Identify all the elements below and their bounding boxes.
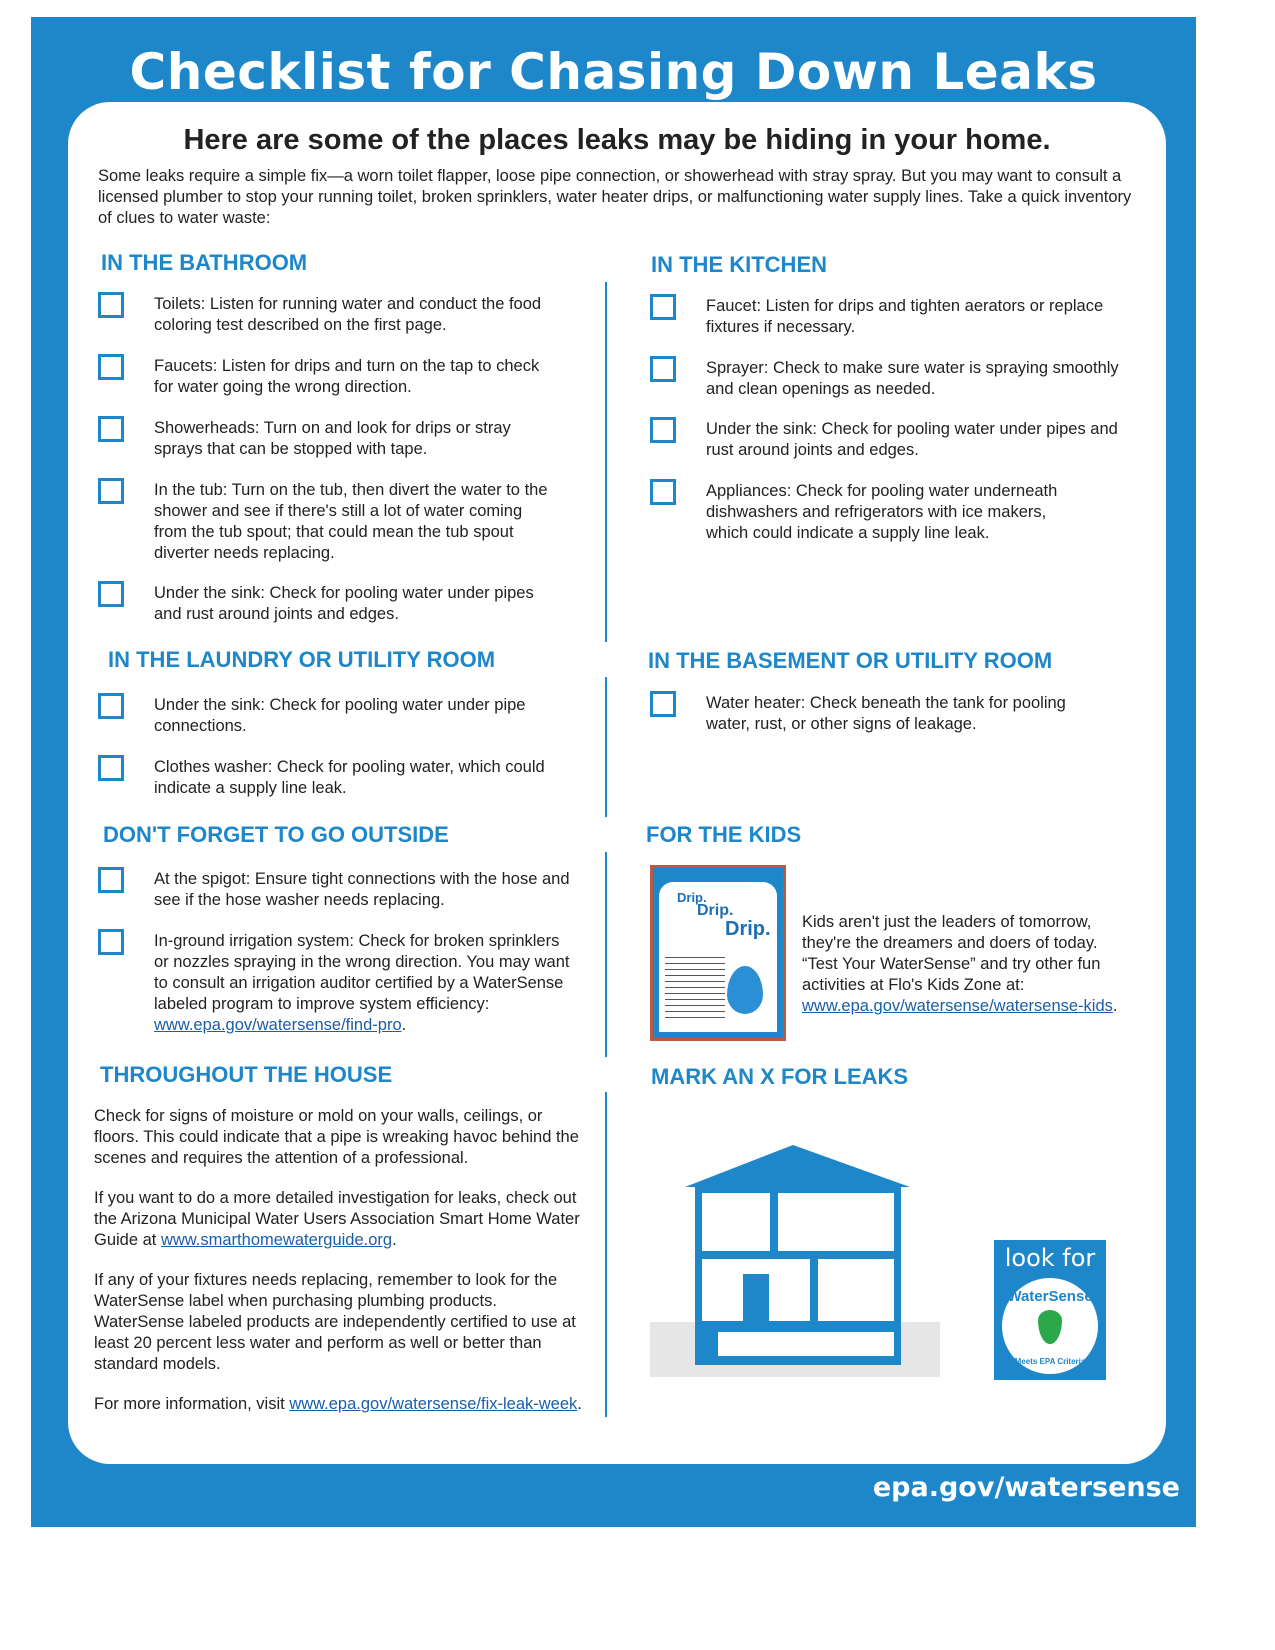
- smarthome-link[interactable]: www.smarthomewaterguide.org: [160, 1231, 393, 1249]
- checklist-item: Appliances: Check for pooling water underneath dishwashers and refrigerators with ice makers, which could indicate a supply line leak.: [650, 481, 1070, 544]
- checkbox[interactable]: [98, 416, 124, 442]
- checklist-item: Under the sink: Check for pooling water under pipes and rust around joints and edges.: [650, 419, 1120, 461]
- checklist-item: Clothes washer: Check for pooling water, which could indicate a supply line leak.: [98, 757, 568, 799]
- page-title: Checklist for Chasing Down Leaks: [129, 43, 1098, 101]
- house-paragraph: If you want to do a more detailed investigation for leaks, check out the Arizona Municipal Water Users Association Smart Home Water Guide at www.smarthomewaterguide.org.: [94, 1189, 580, 1249]
- checkbox[interactable]: [98, 693, 124, 719]
- checkbox[interactable]: [98, 478, 124, 504]
- divider: [605, 852, 607, 1057]
- checkbox[interactable]: [98, 581, 124, 607]
- checkbox[interactable]: [98, 354, 124, 380]
- checklist-item: In-ground irrigation system: Check for broken sprinklers or nozzles spraying in the wrong direction. You may want to consult an irrigation auditor certified by a WaterSense labeled program to improve system efficiency: www.epa.gov/watersense/find-pro.: [98, 931, 578, 1036]
- checklist-item: Under the sink: Check for pooling water under pipe connections.: [98, 695, 568, 737]
- divider: [605, 1092, 607, 1417]
- checkbox[interactable]: [650, 417, 676, 443]
- checklist-item: At the spigot: Ensure tight connections with the hose and see if the hose washer needs replacing.: [98, 869, 578, 911]
- checkbox[interactable]: [650, 356, 676, 382]
- checkbox[interactable]: [650, 691, 676, 717]
- footer-url: epa.gov/watersense: [872, 1472, 1180, 1503]
- checkbox[interactable]: [98, 292, 124, 318]
- divider: [605, 282, 607, 642]
- kids-link[interactable]: www.epa.gov/watersense/watersense-kids: [802, 997, 1113, 1015]
- house-paragraph: Check for signs of moisture or mold on your walls, ceilings, or floors. This could indicate that a pipe is wreaking havoc behind the scenes and requires the attention of a professional.: [94, 1107, 579, 1167]
- water-drop-character-icon: [727, 966, 763, 1014]
- checklist-item: Faucet: Listen for drips and tighten aerators or replace fixtures if necessary.: [650, 296, 1120, 338]
- water-drop-icon: [1038, 1310, 1062, 1344]
- heading-mark-x: MARK AN X FOR LEAKS: [651, 1064, 909, 1089]
- heading-throughout-house: THROUGHOUT THE HOUSE: [100, 1062, 393, 1087]
- checkbox[interactable]: [650, 479, 676, 505]
- watersense-logo: look for WaterSense Meets EPA Criteria: [994, 1240, 1106, 1380]
- checklist-item: Under the sink: Check for pooling water under pipes and rust around joints and edges.: [98, 583, 558, 625]
- house-paragraph: If any of your fixtures needs replacing, remember to look for the WaterSense label when purchasing plumbing products. WaterSense labeled products are independently certified to use at least 20 percent less water and perform as well or better than standard models.: [94, 1271, 576, 1373]
- checklist-item: Water heater: Check beneath the tank for pooling water, rust, or other signs of leakage.: [650, 693, 1090, 735]
- subtitle: Here are some of the places leaks may be hiding in your home.: [183, 124, 1051, 156]
- checkbox[interactable]: [98, 755, 124, 781]
- checklist-item: In the tub: Turn on the tub, then divert the water to the shower and see if there's still a lot of water coming from the tub spout; that could mean the tub spout diverter needs replacing.: [98, 480, 558, 564]
- heading-kids: FOR THE KIDS: [646, 822, 802, 847]
- intro-text: Some leaks require a simple fix—a worn toilet flapper, loose pipe connection, or showerhead with stray spray. But you may want to consult a licensed plumber to stop your running toilet, broken sprinklers, water heater drips, or malfunctioning water supply lines. Take a quick inventory of clues to water waste:: [98, 167, 1132, 227]
- heading-bathroom: IN THE BATHROOM: [101, 250, 308, 275]
- house-paragraph: For more information, visit www.epa.gov/watersense/fix-leak-week.: [94, 1395, 582, 1413]
- checklist-item: Sprayer: Check to make sure water is spraying smoothly and clean openings as needed.: [650, 358, 1120, 400]
- checkbox[interactable]: [98, 929, 124, 955]
- checkbox[interactable]: [98, 867, 124, 893]
- drip-drip-drip-poster: Drip. Drip. Drip.: [650, 865, 786, 1041]
- content-panel: [68, 102, 1166, 1464]
- fix-leak-week-link[interactable]: www.epa.gov/watersense/fix-leak-week: [289, 1395, 578, 1413]
- checklist-item: Toilets: Listen for running water and conduct the food coloring test described on the first page.: [98, 294, 558, 336]
- checkbox[interactable]: [650, 294, 676, 320]
- checklist-item: Faucets: Listen for drips and turn on the tap to check for water going the wrong direction.: [98, 356, 558, 398]
- heading-laundry: IN THE LAUNDRY OR UTILITY ROOM: [108, 647, 496, 672]
- checklist-item: Showerheads: Turn on and look for drips or stray sprays that can be stopped with tape.: [98, 418, 558, 460]
- kids-text: Kids aren't just the leaders of tomorrow, they're the dreamers and doers of today. “Test Your WaterSense” and try other fun activities at Flo's Kids Zone at: www.epa.gov/watersense/watersense-kids.: [802, 913, 1118, 1015]
- find-pro-link[interactable]: www.epa.gov/watersense/find-pro: [154, 1016, 402, 1034]
- divider: [605, 677, 607, 817]
- heading-kitchen: IN THE KITCHEN: [651, 252, 827, 277]
- heading-outside: DON'T FORGET TO GO OUTSIDE: [103, 822, 449, 847]
- house-diagram[interactable]: [650, 1137, 940, 1377]
- heading-basement: IN THE BASEMENT OR UTILITY ROOM: [648, 648, 1053, 673]
